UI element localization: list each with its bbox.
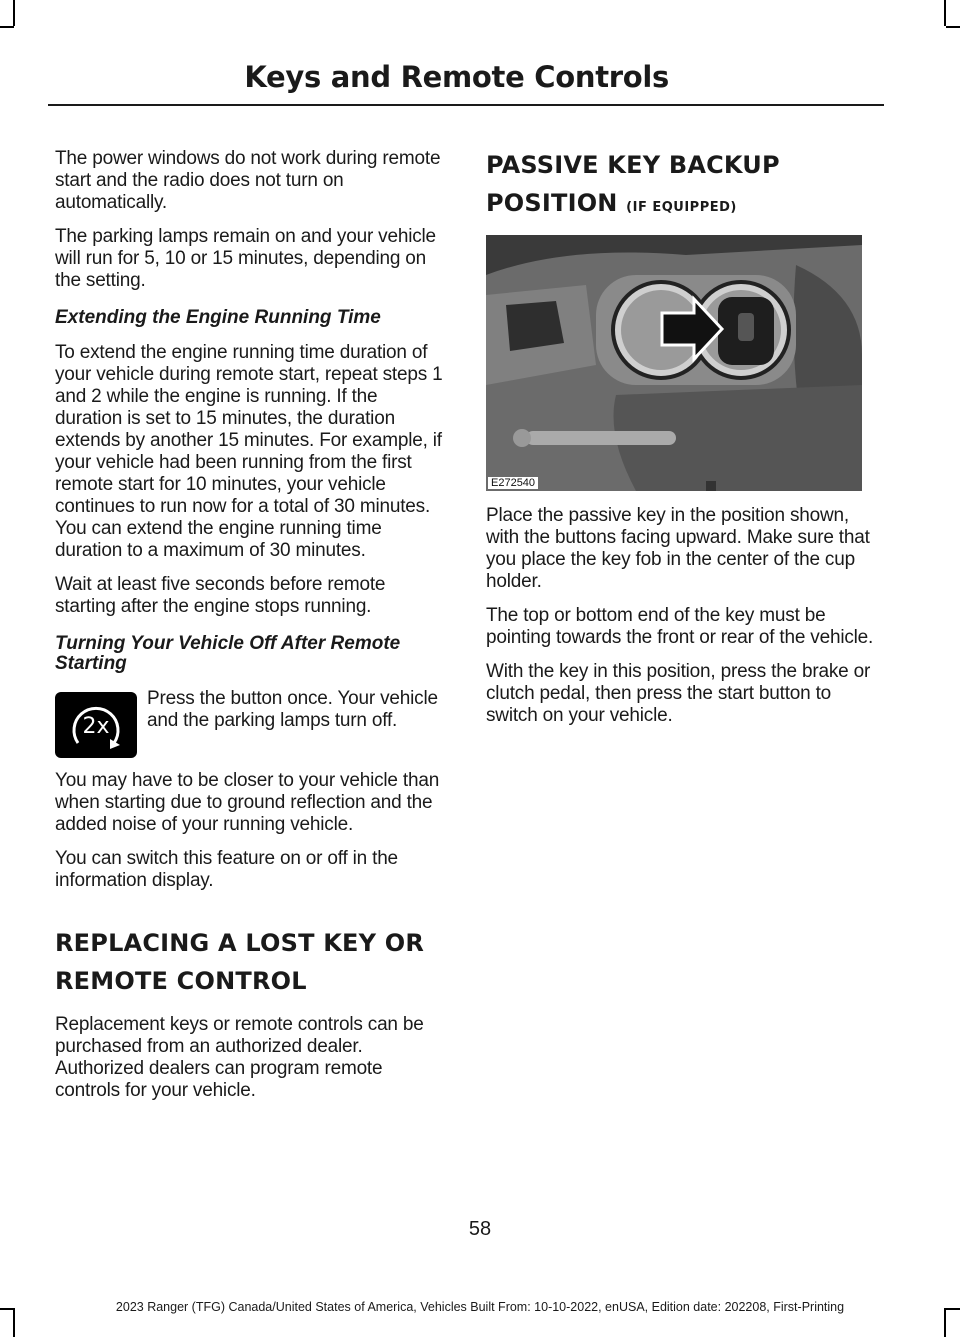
paragraph: To extend the engine running time duration of your vehicle during remote start, repeat steps 1 and 2 while the engine is running. If the duration is set to 15 minutes, the duration extends by another 15 minutes. For example, if your vehicle had been running from the first remote start for 10 minutes, your vehicle continues to run now for a total of 30 minutes. You can extend the engine running time duration to a maximum of 30 minutes. bbox=[55, 342, 443, 561]
right-column bbox=[486, 148, 878, 739]
crop-mark bbox=[946, 26, 960, 28]
press-twice-label: 2x bbox=[82, 714, 110, 739]
crop-mark bbox=[944, 0, 946, 26]
press-twice-icon bbox=[55, 692, 137, 758]
section-title-suffix: (IF EQUIPPED) bbox=[626, 200, 737, 215]
paragraph: Replacement keys or remote controls can be purchased from an authorized dealer. Authorized dealers can program remote controls for your vehicle. bbox=[55, 1014, 424, 1101]
paragraph: Place the passive key in the position shown, with the buttons facing upward. Make sure that you place the key fob in the center of the cup holder. bbox=[486, 505, 870, 592]
cup-holder-illustration bbox=[486, 235, 862, 491]
remote-button-instruction bbox=[55, 688, 447, 758]
page-number: 58 bbox=[468, 1218, 492, 1240]
header-divider bbox=[48, 104, 884, 106]
section-title: REPLACING A LOST KEY OR bbox=[55, 929, 425, 957]
subheading: Turning Your Vehicle Off After Remote Starting bbox=[55, 633, 401, 674]
crop-mark bbox=[13, 0, 15, 26]
subheading: Extending the Engine Running Time bbox=[55, 307, 381, 328]
section-title: REMOTE CONTROL bbox=[55, 967, 307, 995]
section-title-main: POSITION bbox=[486, 189, 618, 217]
paragraph: The top or bottom end of the key must be pointing towards the front or rear of the vehicle. bbox=[486, 605, 874, 648]
section-title: PASSIVE KEY BACKUP bbox=[486, 151, 780, 179]
paragraph: The power windows do not work during remote start and the radio does not turn on automatically. bbox=[55, 148, 441, 213]
paragraph: The parking lamps remain on and your vehicle will run for 5, 10 or 15 minutes, depending on the setting. bbox=[55, 226, 436, 291]
footer-edition-info: 2023 Ranger (TFG) Canada/United States of America, Vehicles Built From: 10-10-2022, enUSA, Edition date: 202208, First-Printing bbox=[115, 1300, 845, 1314]
paragraph: You may have to be closer to your vehicle than when starting due to ground reflection and the added noise of your running vehicle. bbox=[55, 770, 440, 835]
figure-id-label: E272540 bbox=[488, 477, 538, 489]
cup-holder-key-figure bbox=[486, 235, 862, 491]
paragraph: With the key in this position, press the brake or clutch pedal, then press the start button to switch on your vehicle. bbox=[486, 661, 871, 726]
left-column bbox=[55, 148, 447, 1114]
crop-mark bbox=[0, 26, 14, 28]
page-header-title: Keys and Remote Controls bbox=[244, 60, 669, 94]
paragraph: You can switch this feature on or off in the information display. bbox=[55, 848, 398, 891]
paragraph: Press the button once. Your vehicle and the parking lamps turn off. bbox=[147, 688, 438, 731]
section-title bbox=[486, 186, 878, 225]
paragraph: Wait at least five seconds before remote starting after the engine stops running. bbox=[55, 574, 386, 617]
